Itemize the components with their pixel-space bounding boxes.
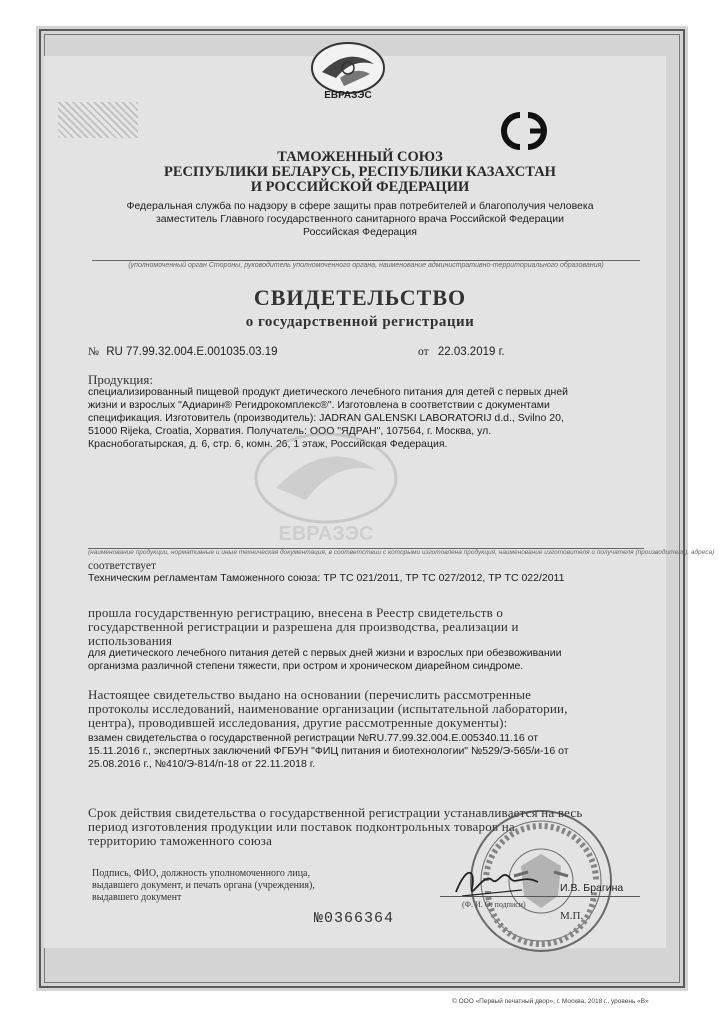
basis-value-3: 25.08.2016 г., №410/Э-814/п-18 от 22.11.2018 г.: [88, 758, 316, 770]
conformity-mark-icon: [494, 110, 554, 152]
basis-value-2: 15.11.2016 г., экспертных заключений ФГБУН "ФИЦ питания и биотехнологии" №529/Э-565/и-16 от: [88, 745, 569, 757]
emblem-label: ЕВРАЗЭС: [324, 90, 372, 101]
registered-line-1: прошла государственную регистрацию, внесена в Реестр свидетельств о: [88, 605, 504, 620]
agency-caption: (уполномоченный орган Стороны, руководитель уполномоченного органа, наименование административно-территориального образования): [92, 260, 640, 269]
usage-description: [88, 647, 648, 673]
number-prefix: №: [88, 346, 99, 358]
seal-abbreviation: М.П.: [560, 910, 584, 922]
signature-caption-3: выдавшего документ: [92, 892, 182, 903]
union-line-3: И РОССИЙСКОЙ ФЕДЕРАЦИИ: [250, 179, 470, 195]
signature-caption-1: Подпись, ФИО, должность уполномоченного лица,: [92, 868, 310, 879]
signer-name: И.В. Брагина: [560, 882, 624, 894]
certificate-subtitle: о государственной регистрации: [245, 314, 475, 330]
union-line-1: ТАМОЖЕННЫЙ СОЮЗ: [277, 149, 443, 165]
product-line-4: 51000 Rijeka, Croatia, Хорватия. Получатель: ООО "ЯДРАН", 107564, г. Москва, ул.: [88, 425, 492, 437]
basis-value-1: взамен свидетельства о государственной регистрации №RU.77.99.32.004.E.005340.11.16 от: [88, 732, 539, 744]
registration-number-row: [88, 346, 278, 358]
watermark-label: ЕВРАЗЭС: [278, 523, 374, 545]
registration-date: 22.03.2019 г.: [437, 346, 505, 358]
registered-line-2: государственной регистрации и разрешена для производства, реализации и: [88, 619, 519, 634]
registration-number: RU 77.99.32.004.E.001035.03.19: [106, 346, 278, 358]
product-line-1: специализированный пищевой продукт диетического лечебного питания для детей с первых дней: [88, 386, 569, 398]
validity-line-2: период изготовления продукции или поставок подконтрольных товаров на: [88, 819, 515, 834]
usage-line-2: организма различной степени тяжести, при остром и хроническом диарейном синдроме.: [88, 660, 524, 672]
serial-number: №0366364: [314, 910, 395, 927]
product-label: Продукция:: [88, 372, 153, 387]
registration-date-row: [418, 346, 505, 358]
date-prefix: от: [418, 346, 429, 358]
agency-line-1: Федеральная служба по надзору в сфере защиты прав потребителей и благополучия человека: [126, 200, 594, 212]
watermark-emblem-icon: [236, 426, 416, 546]
validity-line-3: территорию таможенного союза: [88, 833, 273, 848]
validity-line-1: Срок действия свидетельства о государственной регистрации устанавливается на весь: [88, 805, 583, 820]
printer-imprint: © ООО «Первый печатный двор», г. Москва, 2018 г., уровень «В»: [452, 998, 649, 1005]
union-line-2: РЕСПУБЛИКИ БЕЛАРУСЬ, РЕСПУБЛИКИ КАЗАХСТАН: [164, 164, 556, 180]
basis-line-3: центра), проводившей исследования, другие рассмотренные документы):: [88, 715, 508, 730]
product-line-5: Краснобогатырская, д. 6, стр. 6, комн. 26, 1 этаж, Российская Федерация.: [88, 438, 448, 450]
usage-line-1: для диетического лечебного питания детей с первых дней жизни и взрослых при обезвоживании: [88, 647, 562, 659]
guilloche-pattern: [58, 102, 138, 138]
product-line-2: жизни и взрослых "Адиарин® Регидрокомплекс®". Изготовлена в соответствии с документами: [88, 399, 550, 411]
product-line-3: спецификация. Изготовитель (производитель): JADRAN GALENSKI LABORATORIJ d.d., Svilno 20,: [88, 412, 564, 424]
signature-caption-2: выдавшего документ, и печать органа (учреждения),: [92, 880, 315, 891]
signer-name-caption: (Ф. И. О. подписи): [462, 900, 526, 909]
agency-line-2: заместитель Главного государственного санитарного врача Российской Федерации: [155, 213, 565, 225]
basis-line-1: Настоящее свидетельство выдано на основании (перечислить рассмотренные: [88, 687, 532, 702]
agency-block: [70, 200, 650, 239]
certificate-title: СВИДЕТЕЛЬСТВО: [253, 285, 467, 310]
compliance-value: Техническим регламентам Таможенного союза: ТР ТС 021/2011, ТР ТС 027/2012, ТР ТС 022/2011: [88, 572, 565, 584]
euras-emblem-icon: [300, 40, 396, 102]
union-header: [80, 150, 640, 195]
basis-statement: [88, 688, 648, 730]
signature-line: [440, 896, 640, 897]
product-caption: (наименование продукции, нормативные и иные техническая документация, в соответствии с которыми изготовлена продукция, наименование изготовителя и получателя (производителя), адреса): [88, 549, 715, 556]
registered-line-3: использования: [88, 633, 173, 648]
registered-statement: [88, 606, 648, 648]
agency-line-3: Российская Федерация: [303, 226, 417, 238]
basis-line-2: протоколы исследований, наименование организации (испытательной лаборатории,: [88, 701, 568, 716]
basis-documents: [88, 732, 648, 771]
signature-caption: [92, 868, 315, 904]
compliance-label: соответствует: [88, 560, 157, 572]
